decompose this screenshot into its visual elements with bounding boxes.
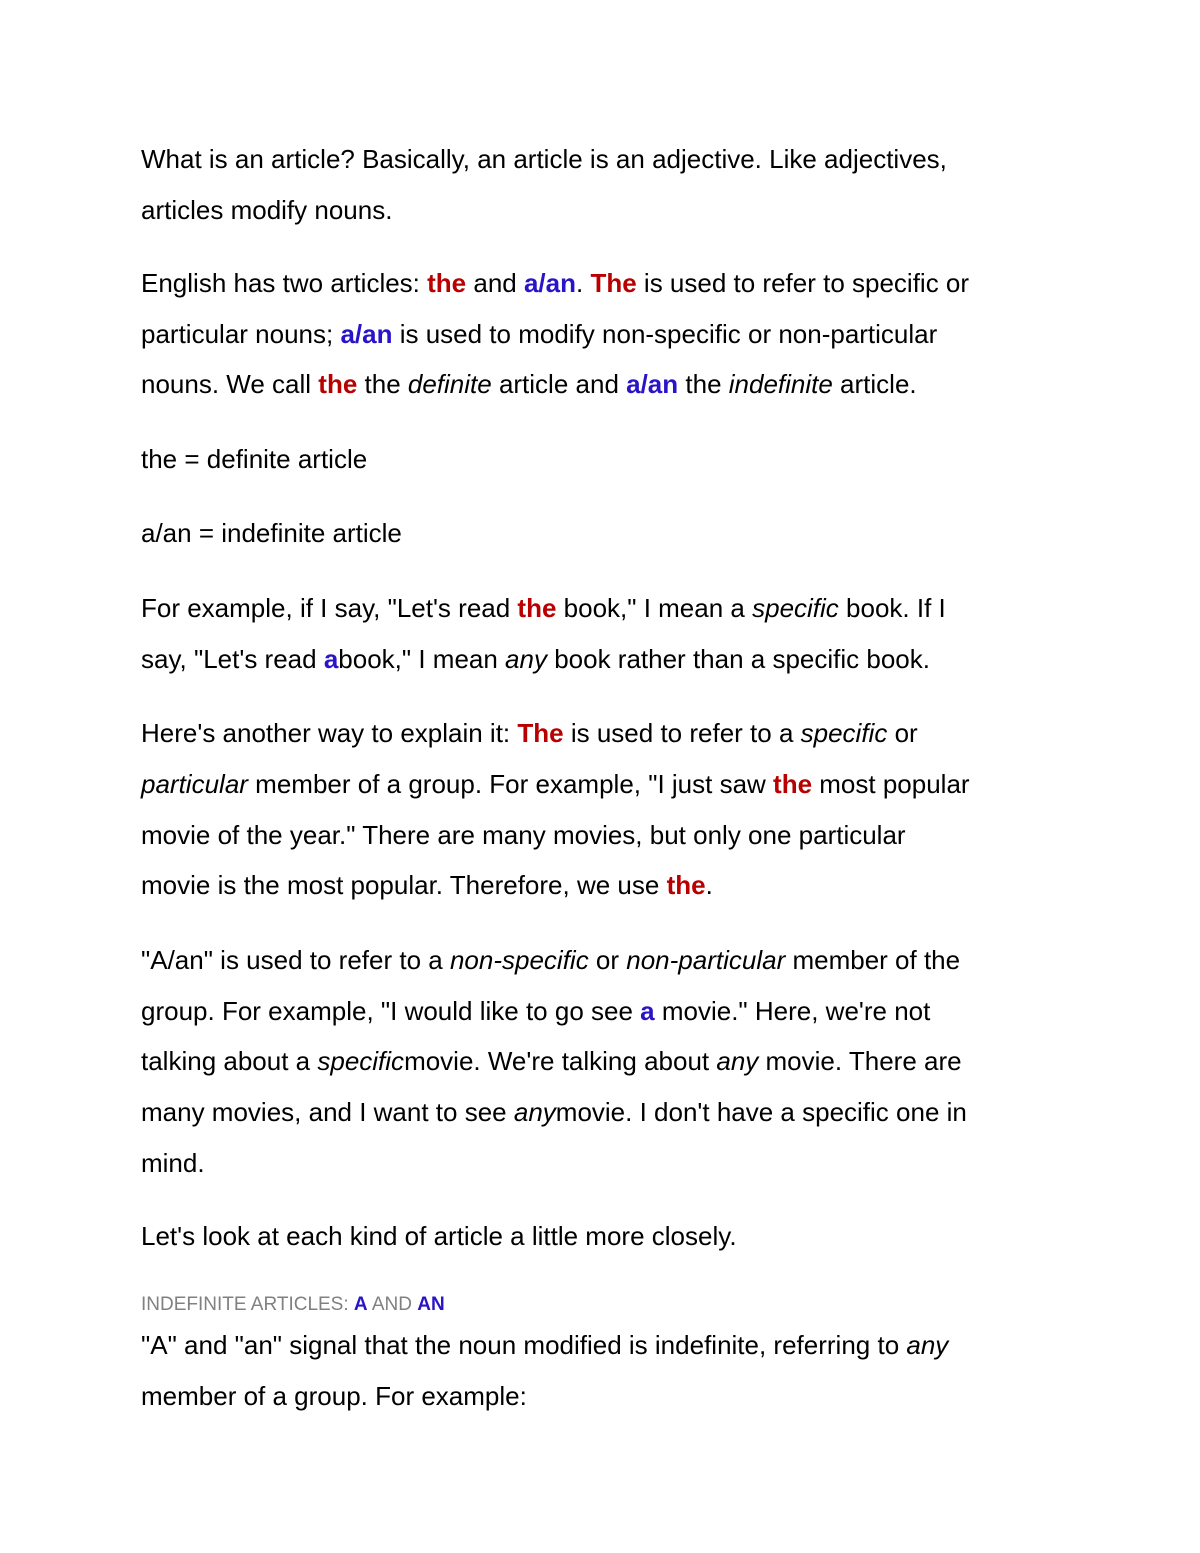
text: most popular — [812, 769, 970, 799]
section-heading-indefinite-articles — [141, 1292, 445, 1318]
italic-term: particular — [141, 769, 248, 799]
paragraph-1-line-2 — [141, 194, 392, 226]
paragraph-7-line-2 — [141, 1380, 527, 1412]
italic-term: any — [505, 644, 547, 674]
definite-definition-line — [141, 443, 367, 475]
heading-text: INDEFINITE ARTICLES: — [141, 1294, 354, 1315]
paragraph-7-line-1 — [141, 1329, 948, 1361]
text: "A" and "an" signal that the noun modified is indefinite, referring to — [141, 1330, 907, 1360]
text: book. If I — [838, 593, 946, 623]
indefinite-article-highlight: AN — [417, 1294, 445, 1315]
italic-term: any — [906, 1330, 949, 1360]
text: and — [466, 268, 524, 298]
text: . — [576, 268, 591, 298]
text: nouns. We call — [141, 369, 319, 399]
paragraph-2-line-1 — [141, 267, 969, 299]
paragraph-4-line-3 — [141, 819, 906, 851]
paragraph-3-line-1 — [141, 592, 946, 624]
paragraph-5-line-1 — [141, 944, 960, 976]
text: or — [588, 945, 627, 975]
text: say, "Let's read — [141, 644, 324, 674]
text: What is an article? Basically, an article is an adjective. Like adjectives, — [141, 144, 947, 174]
text: many movies, and I want to see — [141, 1097, 514, 1127]
italic-term: non-particular — [626, 945, 786, 975]
text: member of a group. For example: — [141, 1381, 527, 1411]
text: member of a group. For example, "I just saw — [247, 769, 774, 799]
italic-term: specific — [800, 718, 888, 748]
definite-article-highlight: the — [517, 593, 557, 623]
text: is used to refer to specific or — [636, 268, 970, 298]
text: is used to refer to a — [563, 718, 801, 748]
indefinite-article-highlight: a — [323, 644, 339, 674]
text: movie. We're talking about — [404, 1046, 717, 1076]
definite-article-highlight: the — [318, 369, 358, 399]
paragraph-2-line-3 — [141, 368, 917, 400]
text: "A/an" is used to refer to a — [141, 945, 450, 975]
text: movie." Here, we're not — [654, 996, 931, 1026]
text: is used to modify non-specific or non-particular — [392, 319, 938, 349]
italic-term: non-specific — [449, 945, 589, 975]
text: a/an = indefinite article — [141, 518, 402, 548]
italic-term: any — [513, 1097, 556, 1127]
paragraph-3-line-2 — [141, 643, 930, 675]
text: . — [705, 870, 713, 900]
paragraph-5-line-5 — [141, 1147, 205, 1179]
italic-term: specific — [317, 1046, 405, 1076]
italic-term: specific — [752, 593, 839, 623]
definite-article-highlight: the — [427, 268, 467, 298]
definite-article-highlight: The — [517, 718, 564, 748]
paragraph-1-line-1 — [141, 143, 947, 175]
text: or — [887, 718, 918, 748]
italic-term: indefinite — [728, 369, 833, 399]
paragraph-4-line-1 — [141, 717, 918, 749]
text: movie. There are — [758, 1046, 962, 1076]
text: For example, if I say, "Let's read — [141, 593, 518, 623]
italic-term: definite — [407, 369, 492, 399]
paragraph-5-line-2 — [141, 995, 930, 1027]
definite-article-highlight: The — [590, 268, 637, 298]
indefinite-article-highlight: a — [640, 996, 655, 1026]
paragraph-4-line-2 — [141, 768, 970, 800]
text: English has two articles: — [141, 268, 428, 298]
text: the — [678, 369, 729, 399]
text: movie of the year." There are many movies, but only one particular — [141, 820, 906, 850]
text: particular nouns; — [141, 319, 341, 349]
text: talking about a — [141, 1046, 318, 1076]
indefinite-definition-line — [141, 517, 402, 549]
text: Let's look at each kind of article a little more closely. — [141, 1221, 737, 1251]
text: movie. I don't have a specific one in — [555, 1097, 967, 1127]
text: group. For example, "I would like to go see — [141, 996, 641, 1026]
text: mind. — [141, 1148, 205, 1178]
text: book," I mean a — [556, 593, 753, 623]
indefinite-article-highlight: A — [353, 1294, 368, 1315]
italic-term: any — [716, 1046, 759, 1076]
paragraph-5-line-4 — [141, 1096, 967, 1128]
text: the = definite article — [141, 444, 368, 474]
paragraph-6-line-1 — [141, 1220, 737, 1252]
heading-text: AND — [367, 1294, 418, 1315]
paragraph-4-line-4 — [141, 869, 713, 901]
text: article and — [491, 369, 627, 399]
definite-article-highlight: the — [666, 870, 706, 900]
indefinite-article-highlight: a/an — [626, 369, 679, 399]
text: book," I mean — [338, 644, 506, 674]
text: member of the — [785, 945, 961, 975]
text: book rather than a specific book. — [546, 644, 930, 674]
indefinite-article-highlight: a/an — [340, 319, 393, 349]
paragraph-2-line-2 — [141, 318, 937, 350]
paragraph-5-line-3 — [141, 1045, 962, 1077]
text: articles modify nouns. — [141, 195, 393, 225]
text: the — [357, 369, 408, 399]
text: Here's another way to explain it: — [141, 718, 518, 748]
indefinite-article-highlight: a/an — [523, 268, 576, 298]
text: article. — [832, 369, 917, 399]
text: movie is the most popular. Therefore, we use — [141, 870, 667, 900]
definite-article-highlight: the — [773, 769, 813, 799]
